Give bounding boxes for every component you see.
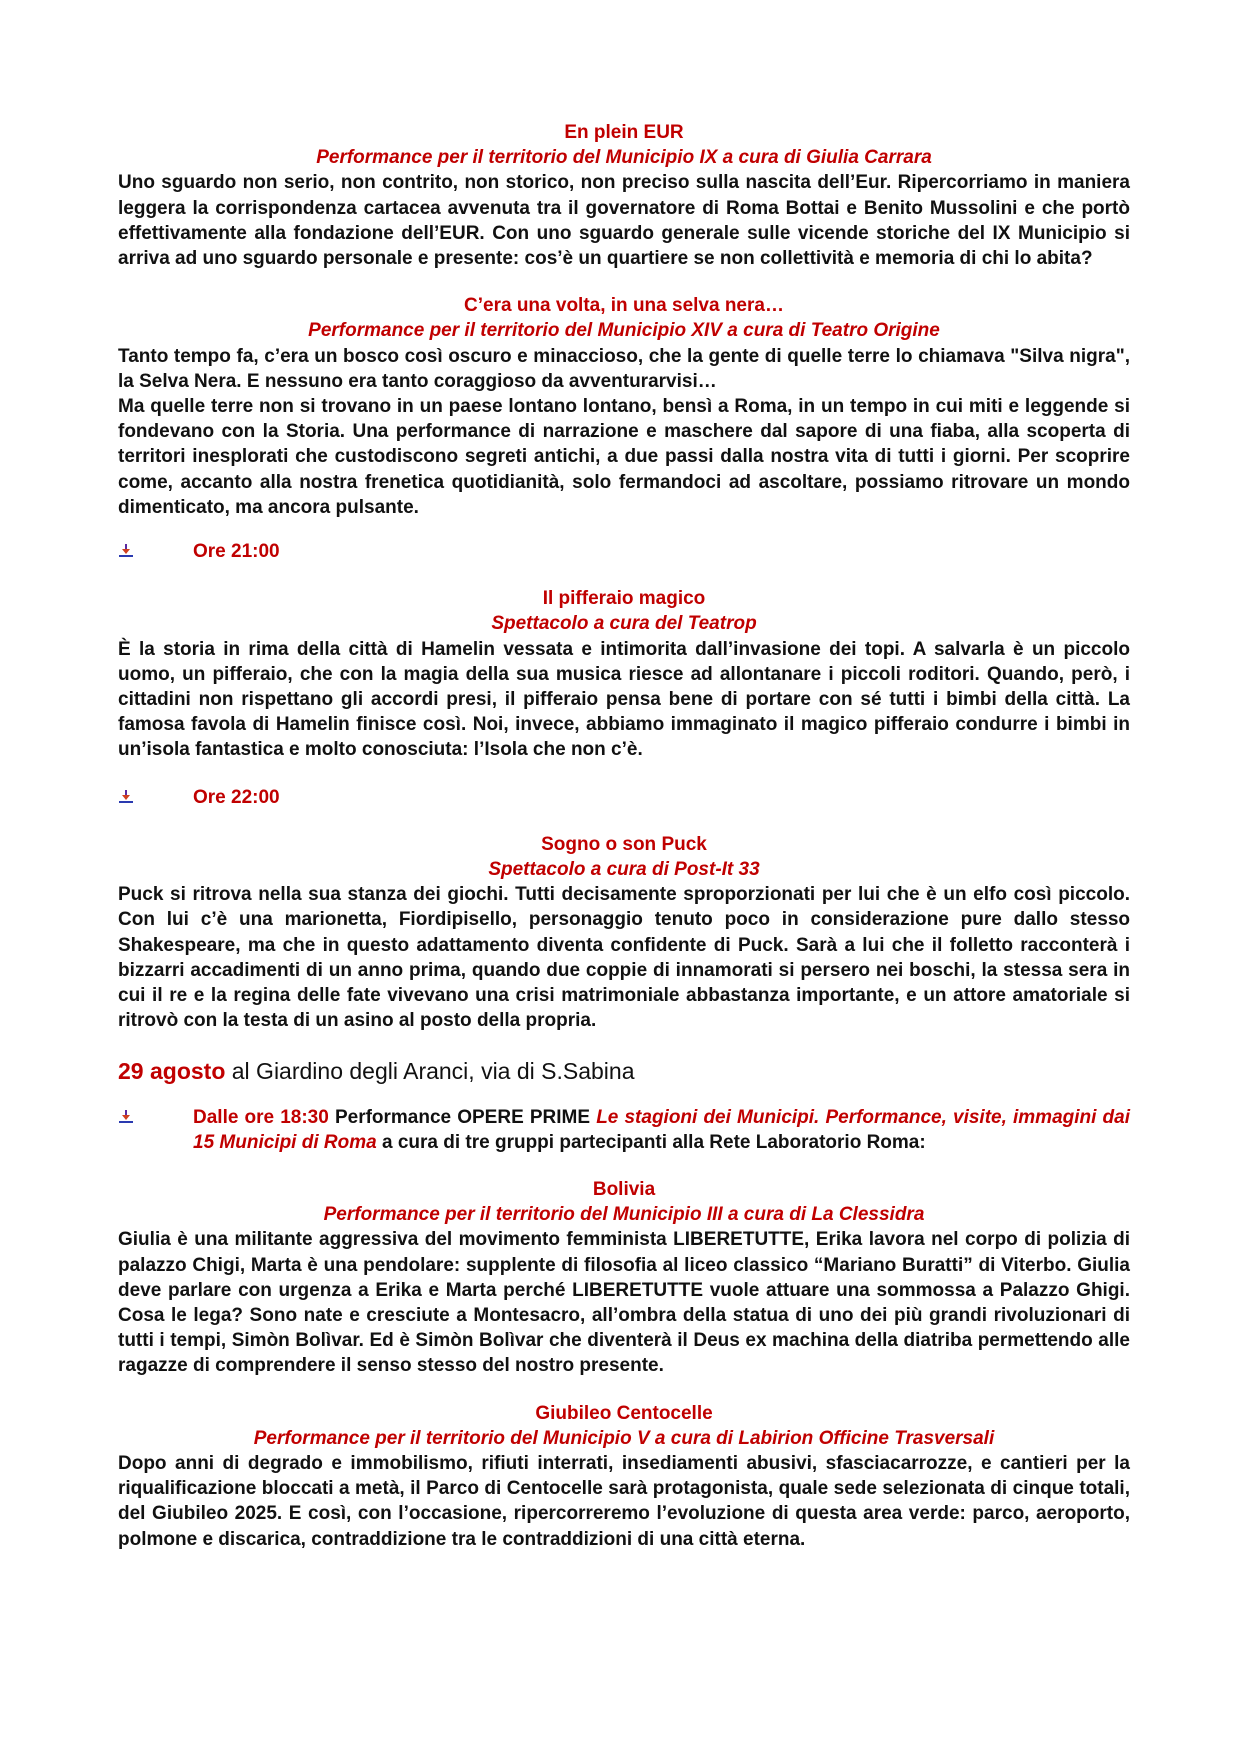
opere-text: a cura di tre gruppi partecipanti alla Rete Laboratorio Roma: [376,1131,926,1153]
section-pifferaio-magico [118,586,1130,762]
arrow-bullet-icon [118,789,134,805]
section-body: Uno sguardo non serio, non contrito, non storico, non preciso sulla nascita dell’Eur. Ripercorriamo in maniera leggera la corrispondenza cartacea avvenuta tra il governatore di Roma Bottai e Benito Mussolini e che portò effettivamente alla fondazione dell’EUR. Con uno sguardo generale sulle vicende storiche del IX Municipio si arriva ad uno sguardo personale e presente: cos’è un quartiere se non collettività e memoria di chi lo abita? [118,172,1130,270]
section-title: Bolivia [592,1178,656,1200]
section-subtitle: Performance per il territorio del Municipio III a cura di La Clessidra [323,1204,925,1226]
time-label: Ore 21:00 [193,541,280,563]
section-title: Giubileo Centocelle [535,1402,713,1424]
section-title: En plein EUR [564,122,684,143]
section-selva-nera [118,293,1130,520]
arrow-bullet-icon [118,543,134,559]
section-body: È la storia in rima della città di Hamelin vessata e intimorita dall’invasione dei topi. A salvarla è un piccolo uomo, un pifferaio, che con la magia della sua musica riesce ad allontanare i piccoli roditori. Quando, però, i cittadini non rispettano gli accordi presi, il pifferaio pensa bene di portare con sé tutti i bimbi della città. La famosa favola di Hamelin finisce così. Noi, invece, abbiamo immaginato il magico pifferaio condurre i bimbi in un’isola fantastica e molto conosciuta: l’Isola che non c’è. [118,638,1130,761]
section-giubileo-centocelle [118,1401,1130,1552]
section-subtitle: Performance per il territorio del Municipio IX a cura di Giulia Carrara [316,147,932,169]
opere-title: Le stagioni dei Municipi. Performance, visite, immagini dai 15 Municipi di Roma [193,1106,1130,1153]
opere-text: Performance [328,1106,458,1128]
section-subtitle: Spettacolo a cura del Teatrop [491,613,757,635]
section-subtitle: Spettacolo a cura di Post-It 33 [488,859,760,881]
date-heading [118,1056,1130,1086]
date-day: 29 agosto [118,1057,226,1084]
section-body: Ma quelle terre non si trovano in un paese lontano lontano, bensì a Roma, in un tempo in cui miti e leggende si fondevano con la Storia. Una performance di narrazione e maschere dal sapore di una fiaba, alla scoperta di territori inesplorati che custodiscono segreti antichi, a due passi dalla nostra vita di tutti i giorni. Per scoprire come, accanto alla nostra frenetica quotidianità, solo fermandoci ad ascoltare, possiamo ritrovare un mondo dimenticato, ma ancora pulsante. [118,396,1130,518]
time-item-22 [118,785,1130,810]
section-sogno-o-son-puck [118,832,1130,1034]
time-label: Dalle ore 18:30 [193,1106,329,1128]
section-title: Il pifferaio magico [542,588,706,610]
section-body: Tanto tempo fa, c’era un bosco così oscuro e minaccioso, che la gente di quelle terre lo chiamava "Silva nigra", la Selva Nera. E nessuno era tanto coraggioso da avventurarvisi… [118,345,1130,392]
section-en-plein-eur [118,120,1130,271]
section-title: C’era una volta, in una selva nera… [464,295,784,317]
document-page [118,120,1130,1552]
time-label: Ore 22:00 [193,786,280,808]
opere-name: OPERE PRIME [457,1106,591,1128]
time-item-1830 [118,1105,1130,1155]
date-place: al Giardino degli Aranci, via di S.Sabina [225,1057,635,1084]
section-bolivia [118,1177,1130,1379]
section-subtitle: Performance per il territorio del Municipio V a cura di Labirion Officine Trasversali [253,1427,995,1449]
time-item-21 [118,539,1130,564]
section-body: Giulia è una militante aggressiva del movimento femminista LIBERETUTTE, Erika lavora nel corpo di polizia di palazzo Chigi, Marta è una pendolare: supplente di filosofia al liceo classico “Mariano Buratti” di Viterbo. Giulia deve parlare con urgenza a Erika e Marta perché LIBERETUTTE vuole attuare una sommossa a Palazzo Ghigi. Cosa le lega? Sono nate e cresciute a Montesacro, all’ombra della statua di uno dei più grandi rivoluzionari di tutti i tempi, Simòn Bolìvar. Ed è Simòn Bolìvar che diventerà il Deus ex machina della diatriba permettendo alle ragazze di comprendere il senso stesso del nostro presente. [118,1229,1130,1377]
section-body: Dopo anni di degrado e immobilismo, rifiuti interrati, insediamenti abusivi, sfasciacarrozze, e cantieri per la riqualificazione bloccati a metà, il Parco di Centocelle sarà protagonista, quale sede selezionata di cinque totali, del Giubileo 2025. E così, con l’occasione, ripercorreremo l’evoluzione di questa area verde: parco, aeroporto, polmone e discarica, contraddizione tra le contraddizioni di una città eterna. [118,1452,1130,1550]
section-title: Sogno o son Puck [541,833,707,855]
section-body: Puck si ritrova nella sua stanza dei giochi. Tutti decisamente sproporzionati per lui che è un elfo così piccolo. Con lui c’è una marionetta, Fiordipisello, personaggio tenuto poco in considerazione pure dallo stesso Shakespeare, ma che in questo adattamento diventa confidente di Puck. Sarà a lui che il folletto racconterà i bizzarri accadimenti di un anno prima, quando due coppie di innamorati si persero nei boschi, la stessa sera in cui il re e la regina delle fate vivevano una crisi matrimoniale abbastanza importante, e un attore amatoriale si ritrovò con la testa di un asino al posto della propria. [118,884,1130,1032]
section-subtitle: Performance per il territorio del Municipio XIV a cura di Teatro Origine [308,320,940,342]
arrow-bullet-icon [118,1109,134,1125]
